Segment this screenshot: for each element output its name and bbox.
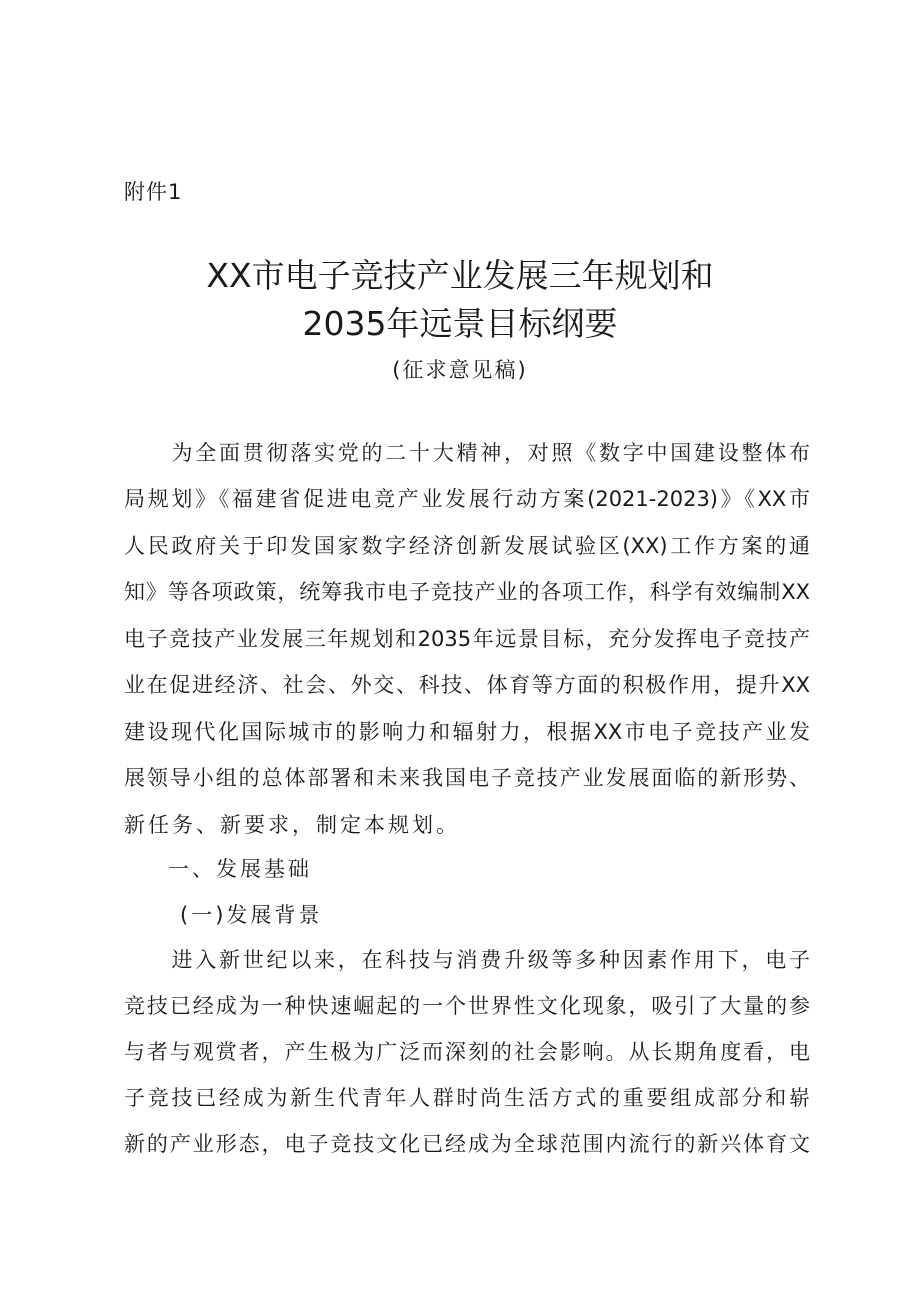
document-title-line-2: 2035年远景目标纲要	[302, 304, 618, 343]
paragraph-1-line: 知》等各项政策，统筹我市电子竞技产业的各项工作，科学有效编制XX	[124, 580, 810, 604]
paragraph-1-line: 建设现代化国际城市的影响力和辐射力，根据XX市电子竞技产业发	[124, 720, 810, 744]
paragraph-1-line: 人民政府关于印发国家数字经济创新发展试验区(XX)工作方案的通	[124, 534, 810, 558]
paragraph-1-line: 业在促进经济、社会、外交、科技、体育等方面的积极作用，提升XX	[124, 673, 810, 697]
paragraph-2-line: 子竞技已经成为新生代青年人群时尚生活方式的重要组成部分和崭	[124, 1086, 810, 1110]
paragraph-1-line: 局规划》《福建省促进电竞产业发展行动方案(2021-2023)》《XX市	[124, 487, 810, 511]
document-title-line-1: XX市电子竞技产业发展三年规划和	[206, 256, 714, 295]
paragraph-2-line: 进入新世纪以来，在科技与消费升级等多种因素作用下，电子	[124, 948, 810, 972]
paragraph-2-line: 新的产业形态，电子竞技文化已经成为全球范围内流行的新兴体育文	[124, 1132, 810, 1156]
subsection-heading-development-background: (一)发展背景	[180, 903, 323, 927]
paragraph-1-line: 电子竞技产业发展三年规划和2035年远景目标，充分发挥电子竞技产	[124, 627, 810, 651]
paragraph-1-line: 为全面贯彻落实党的二十大精神，对照《数字中国建设整体布	[124, 441, 810, 465]
paragraph-1-line: 展领导小组的总体部署和未来我国电子竞技产业发展面临的新形势、	[124, 766, 810, 790]
attachment-label: 附件1	[124, 180, 183, 204]
section-heading-development-basis: 一、发展基础	[168, 857, 312, 881]
document-subtitle: (征求意见稿)	[392, 358, 528, 382]
paragraph-1-line: 新任务、新要求，制定本规划。	[124, 813, 460, 837]
paragraph-2-line: 与者与观赏者，产生极为广泛而深刻的社会影响。从长期角度看，电	[124, 1040, 810, 1064]
paragraph-2-line: 竞技已经成为一种快速崛起的一个世界性文化现象，吸引了大量的参	[124, 994, 810, 1018]
